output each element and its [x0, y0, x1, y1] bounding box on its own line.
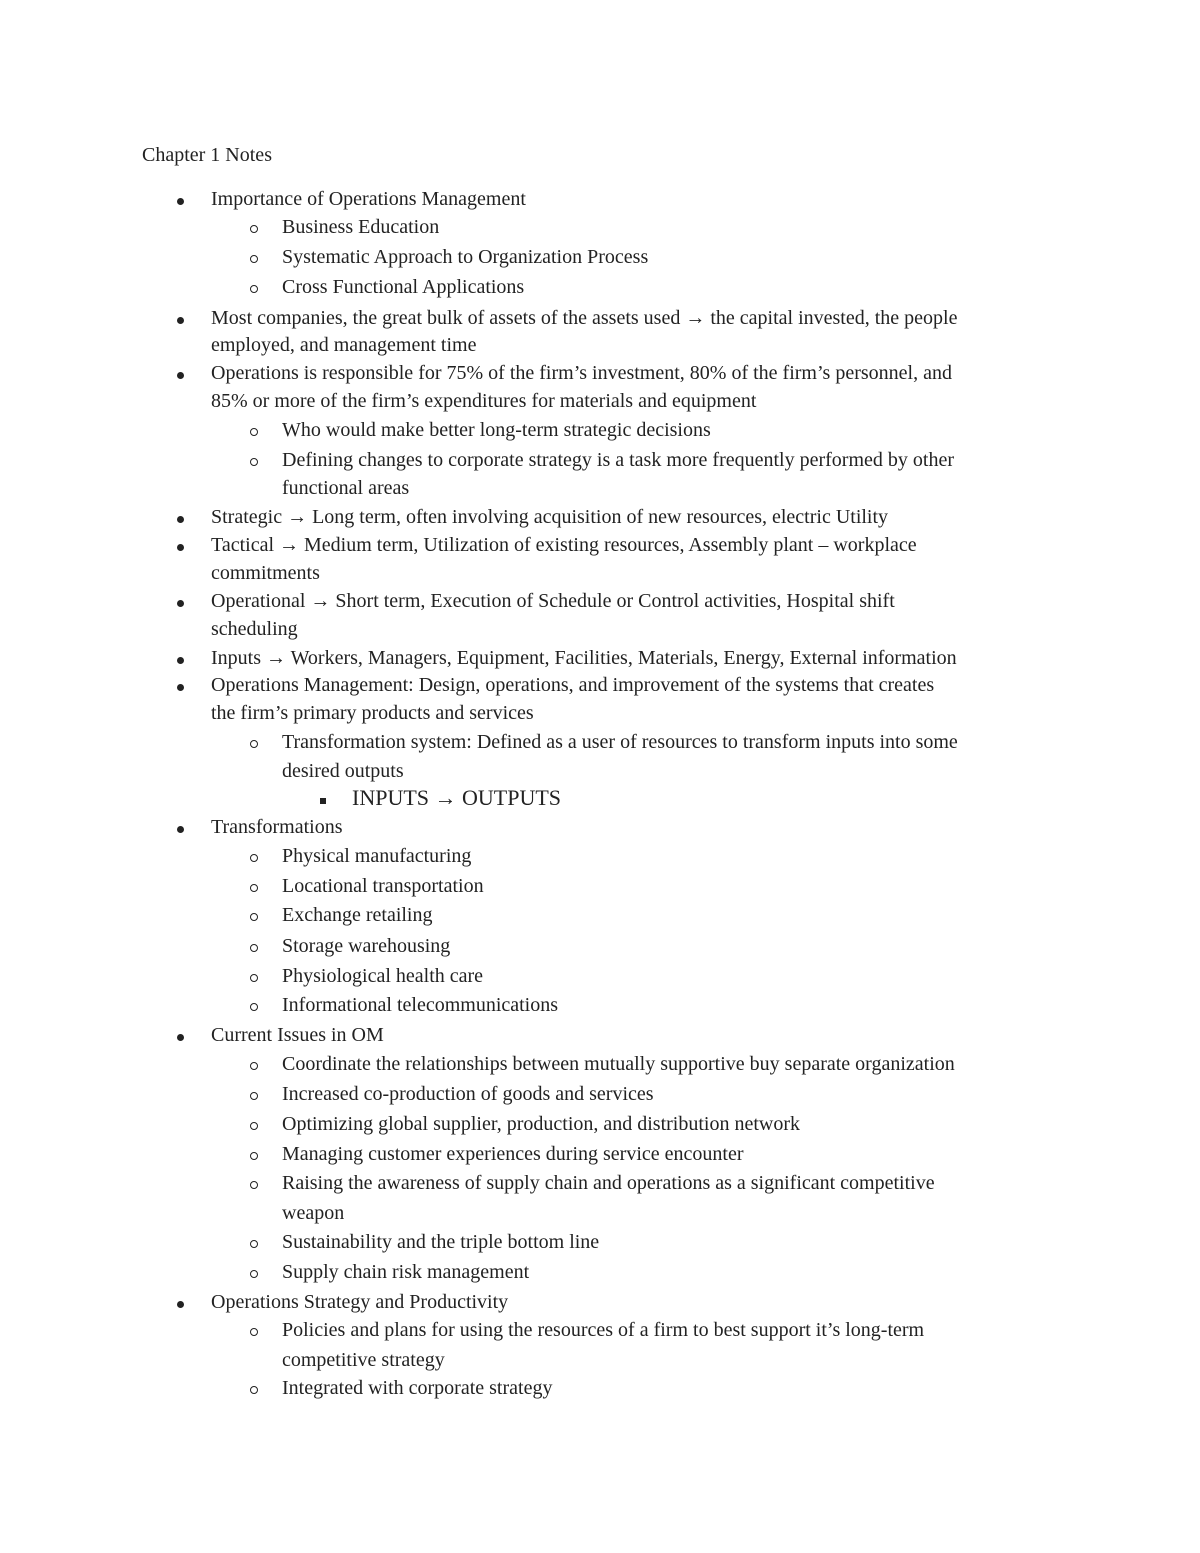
list-item: Raising the awareness of supply chain and operations as a significant competitive: [282, 1172, 935, 1194]
bullet-circle-icon: [250, 740, 258, 748]
list-item: Optimizing global supplier, production, and distribution network: [282, 1113, 801, 1135]
bullet-circle-icon: [250, 1092, 258, 1100]
list-item: Business Education: [282, 216, 440, 238]
list-item: Systematic Approach to Organization Process: [282, 246, 649, 268]
bullet-dot-icon: [177, 516, 184, 523]
page-title: Chapter 1 Notes: [142, 144, 272, 166]
bullet-circle-icon: [250, 1003, 258, 1011]
list-marker: [244, 1318, 264, 1342]
bullet-dot-icon: [177, 198, 184, 205]
list-marker: [170, 815, 190, 839]
list-item-continuation: employed, and management time: [211, 334, 477, 356]
list-item: Most companies, the great bulk of assets of the assets used → the capital invested, the people: [211, 307, 958, 329]
list-marker: [170, 1290, 190, 1314]
bullet-circle-icon: [250, 944, 258, 952]
bullet-circle-icon: [250, 1062, 258, 1070]
list-marker: [170, 533, 190, 557]
list-item: Locational transportation: [282, 875, 484, 897]
bullet-dot-icon: [177, 544, 184, 551]
list-item-continuation: competitive strategy: [282, 1349, 445, 1371]
list-item: Who would make better long-term strategic decisions: [282, 419, 711, 441]
list-marker: [170, 505, 190, 529]
list-item-continuation: desired outputs: [282, 760, 404, 782]
list-marker: [244, 730, 264, 754]
list-marker: [170, 361, 190, 385]
bullet-dot-icon: [177, 1301, 184, 1308]
list-item: Tactical → Medium term, Utilization of existing resources, Assembly plant – workplace: [211, 534, 917, 556]
list-item: Operational → Short term, Execution of Schedule or Control activities, Hospital shift: [211, 590, 895, 612]
list-marker: [170, 306, 190, 330]
bullet-dot-icon: [177, 600, 184, 607]
list-marker: [244, 1260, 264, 1284]
list-marker: [244, 874, 264, 898]
list-marker: [244, 1052, 264, 1076]
list-item: Integrated with corporate strategy: [282, 1377, 553, 1399]
list-marker: [244, 844, 264, 868]
list-marker: [244, 418, 264, 442]
list-marker: [244, 448, 264, 472]
list-marker: [170, 673, 190, 697]
list-item: Transformations: [211, 816, 343, 838]
bullet-circle-icon: [250, 884, 258, 892]
list-item-continuation: scheduling: [211, 618, 298, 640]
bullet-square-icon: [320, 798, 326, 804]
bullet-dot-icon: [177, 657, 184, 664]
list-item: Cross Functional Applications: [282, 276, 525, 298]
bullet-circle-icon: [250, 1328, 258, 1336]
list-item-continuation: weapon: [282, 1202, 345, 1224]
bullet-circle-icon: [250, 854, 258, 862]
list-marker: [244, 1112, 264, 1136]
list-marker: [244, 1171, 264, 1195]
list-item: Operations Strategy and Productivity: [211, 1291, 509, 1313]
list-item-continuation: commitments: [211, 562, 320, 584]
list-item: Increased co-production of goods and services: [282, 1083, 654, 1105]
list-item: Strategic → Long term, often involving acquisition of new resources, electric Utility: [211, 506, 889, 528]
list-marker: [244, 903, 264, 927]
list-item: Policies and plans for using the resources of a firm to best support it’s long-term: [282, 1319, 925, 1341]
list-item: Physiological health care: [282, 965, 484, 987]
bullet-circle-icon: [250, 1240, 258, 1248]
list-item: Importance of Operations Management: [211, 188, 526, 210]
list-marker: [170, 187, 190, 211]
list-item: Informational telecommunications: [282, 994, 559, 1016]
bullet-circle-icon: [250, 974, 258, 982]
bullet-circle-icon: [250, 1122, 258, 1130]
bullet-circle-icon: [250, 1181, 258, 1189]
bullet-dot-icon: [177, 684, 184, 691]
list-item: Operations is responsible for 75% of the firm’s investment, 80% of the firm’s personnel, and: [211, 362, 952, 384]
bullet-dot-icon: [177, 372, 184, 379]
bullet-circle-icon: [250, 913, 258, 921]
list-item: Sustainability and the triple bottom line: [282, 1231, 600, 1253]
bullet-circle-icon: [250, 1386, 258, 1394]
bullet-dot-icon: [177, 1034, 184, 1041]
bullet-dot-icon: [177, 826, 184, 833]
list-marker: [244, 993, 264, 1017]
list-item: Defining changes to corporate strategy is a task more frequently performed by other: [282, 449, 954, 471]
list-item: INPUTS → OUTPUTS: [352, 785, 562, 810]
bullet-dot-icon: [177, 317, 184, 324]
bullet-circle-icon: [250, 1152, 258, 1160]
list-marker: [244, 1082, 264, 1106]
list-item: Managing customer experiences during service encounter: [282, 1143, 744, 1165]
list-item-continuation: the firm’s primary products and services: [211, 702, 534, 724]
list-item: Exchange retailing: [282, 904, 433, 926]
bullet-circle-icon: [250, 458, 258, 466]
bullet-circle-icon: [250, 255, 258, 263]
list-marker: [244, 275, 264, 299]
list-item: Physical manufacturing: [282, 845, 472, 867]
list-marker: [244, 215, 264, 239]
list-item: Current Issues in OM: [211, 1024, 384, 1046]
list-item: Supply chain risk management: [282, 1261, 530, 1283]
list-item: Operations Management: Design, operations, and improvement of the systems that creates: [211, 674, 935, 696]
list-item-continuation: functional areas: [282, 477, 410, 499]
list-marker: [244, 964, 264, 988]
list-item: Inputs → Workers, Managers, Equipment, Facilities, Materials, Energy, External information: [211, 647, 957, 669]
list-item: Transformation system: Defined as a user of resources to transform inputs into some: [282, 731, 958, 753]
list-item-continuation: 85% or more of the firm’s expenditures for materials and equipment: [211, 390, 757, 412]
bullet-circle-icon: [250, 1270, 258, 1278]
list-marker: [170, 589, 190, 613]
list-marker: [244, 1376, 264, 1400]
list-marker: [244, 245, 264, 269]
list-marker: [244, 1230, 264, 1254]
list-item: Storage warehousing: [282, 935, 451, 957]
list-marker: [170, 646, 190, 670]
bullet-circle-icon: [250, 285, 258, 293]
bullet-circle-icon: [250, 225, 258, 233]
list-marker: [244, 934, 264, 958]
list-item: Coordinate the relationships between mutually supportive buy separate organization: [282, 1053, 955, 1075]
list-marker: [170, 1023, 190, 1047]
list-marker: [313, 786, 333, 810]
bullet-circle-icon: [250, 428, 258, 436]
list-marker: [244, 1142, 264, 1166]
